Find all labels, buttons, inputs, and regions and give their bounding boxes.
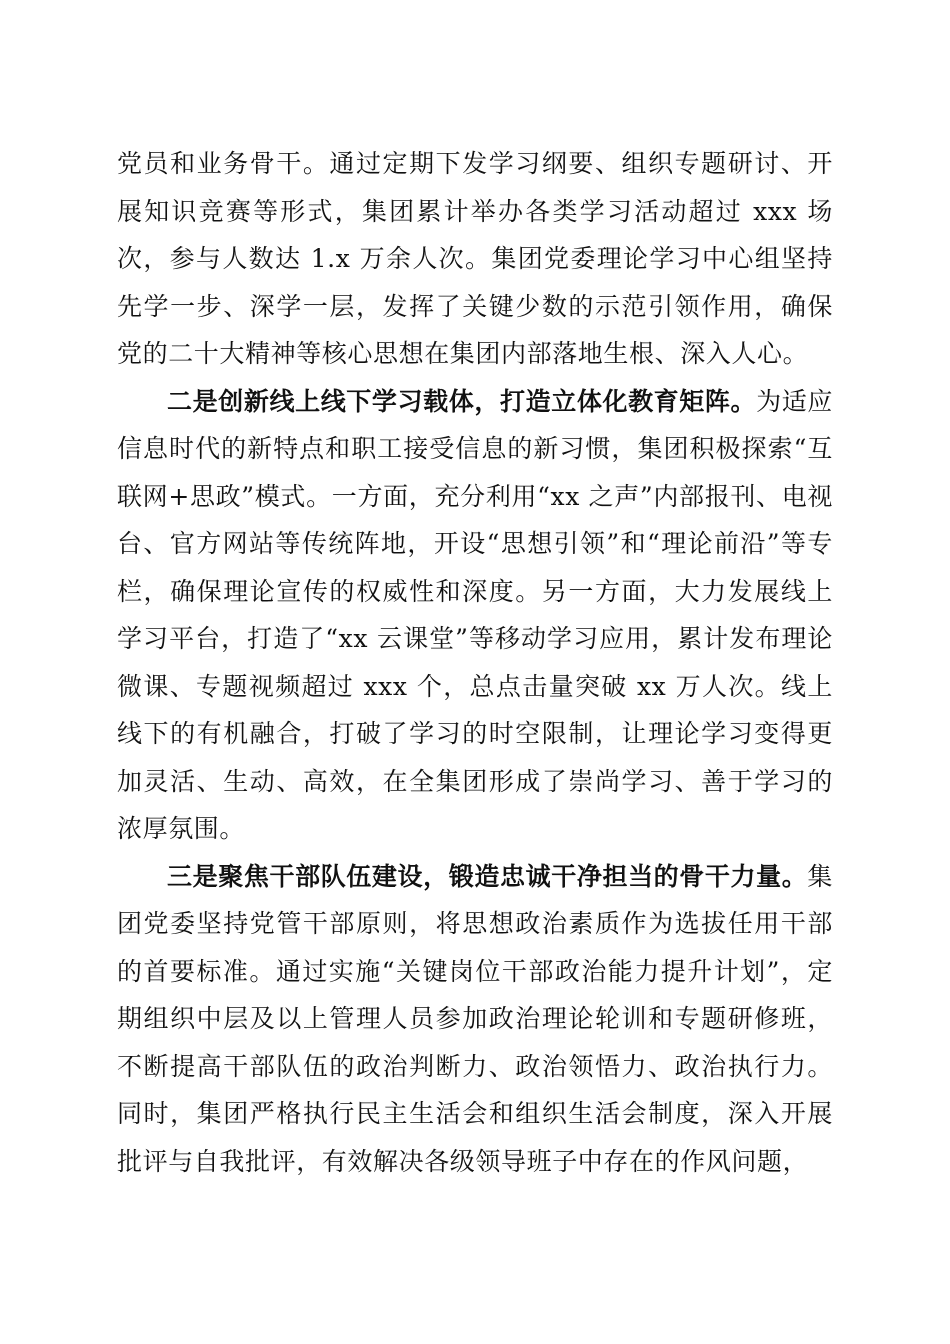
paragraph-heading: 三是聚焦干部队伍建设，锻造忠诚干净担当的骨干力量。: [167, 861, 808, 891]
paragraph-text: 党员和业务骨干。通过定期下发学习纲要、组织专题研讨、开展知识竞赛等形式，集团累计举办各类学习活动超过 xxx 场次，参与人数达 1.x 万余人次。集团党委理论学习中心组坚持先学一步、深学一层，发挥了关键少数的示范引领作用，确保党的二十大精神等核心思想在集团内部落地生根、深入人心。: [117, 149, 833, 368]
paragraph-heading: 二是创新线上线下学习载体，打造立体化教育矩阵。: [167, 386, 757, 416]
paragraph-point-three: [117, 853, 833, 1186]
document-body: [117, 140, 833, 1185]
paragraph-point-two: [117, 378, 833, 853]
paragraph-text: 集团党委坚持党管干部原则，将思想政治素质作为选拔任用干部的首要标准。通过实施“关键岗位干部政治能力提升计划”，定期组织中层及以上管理人员参加政治理论轮训和专题研修班，不断提高干部队伍的政治判断力、政治领悟力、政治执行力。同时，集团严格执行民主生活会和组织生活会制度，深入开展批评与自我批评，有效解决各级领导班子中存在的作风问题，: [117, 861, 833, 1176]
paragraph-text: 为适应信息时代的新特点和职工接受信息的新习惯，集团积极探索“互联网+思政”模式。一方面，充分利用“xx 之声”内部报刊、电视台、官方网站等传统阵地，开设“思想引领”和“理论前沿”等专栏，确保理论宣传的权威性和深度。另一方面，大力发展线上学习平台，打造了“xx 云课堂”等移动学习应用，累计发布理论微课、专题视频超过 xxx 个，总点击量突破 xx 万人次。线上线下的有机融合，打破了学习的时空限制，让理论学习变得更加灵活、生动、高效，在全集团形成了崇尚学习、善于学习的浓厚氛围。: [117, 386, 833, 843]
paragraph-continuation: [117, 140, 833, 378]
